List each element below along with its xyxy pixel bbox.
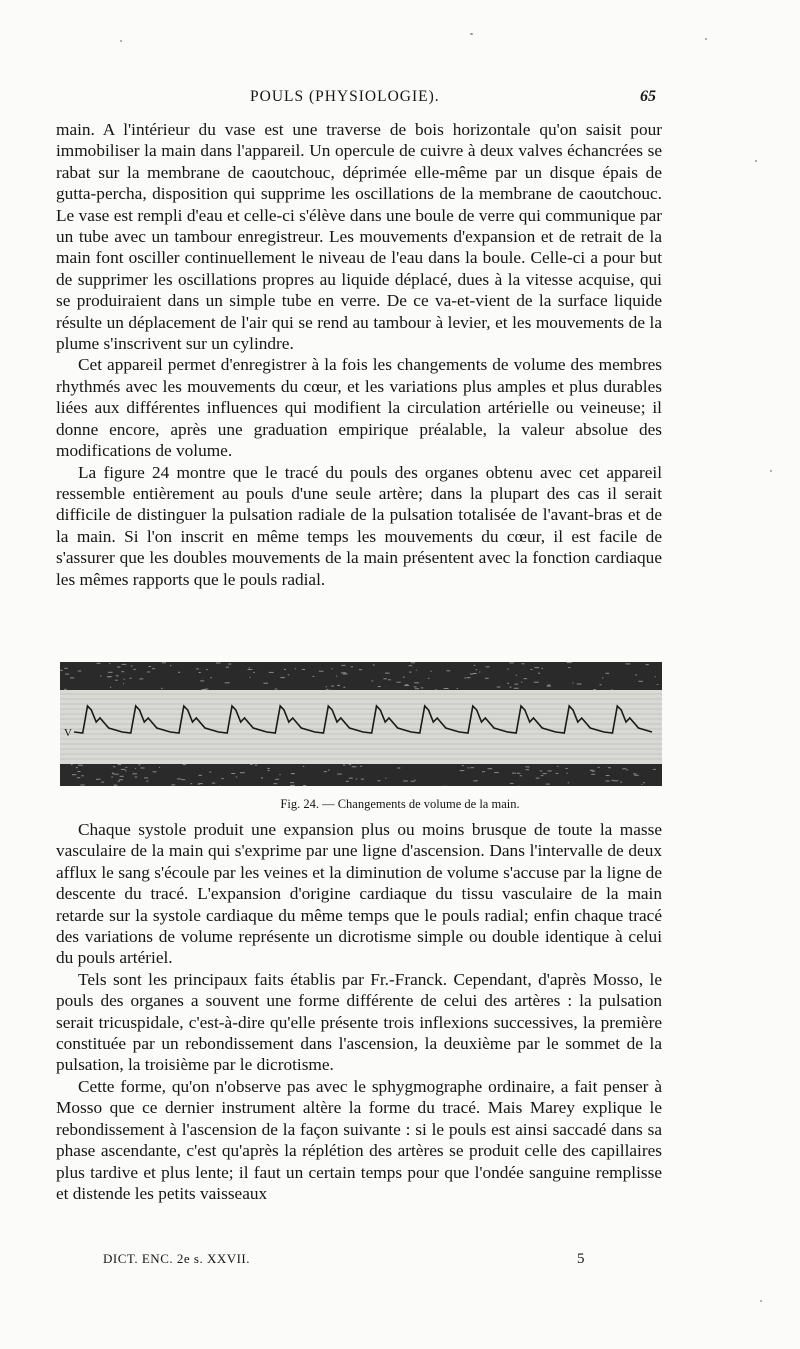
texture-dot xyxy=(521,682,522,683)
texture-dot xyxy=(415,688,419,689)
texture-dot xyxy=(331,668,332,669)
texture-dot xyxy=(509,662,514,663)
texture-dot xyxy=(520,775,522,776)
texture-dot xyxy=(568,667,570,668)
texture-dot xyxy=(77,771,80,772)
texture-dot xyxy=(231,773,235,774)
texture-dot xyxy=(548,771,552,772)
texture-dot xyxy=(557,766,558,767)
texture-dot xyxy=(183,764,187,765)
texture-dot xyxy=(97,663,101,664)
texture-dot xyxy=(602,678,603,679)
texture-dot xyxy=(302,669,305,670)
texture-dot xyxy=(516,675,517,676)
texture-dot xyxy=(534,667,539,668)
paragraph: La figure 24 montre que le tracé du pouls des organes obtenu avec cet appareil ressemble entièrement au pouls d'une seule artère; dans la plupart des cas il serait difficile de distinguer la pulsation radiale de la pulsation totalisée de l'avant-bras et de la main. Si l'on inscrit en même temps les mouvements du cœur, il est facile de s'assurer que les doubles mouvements de la main présentent avec la fonction cardiaque les mêmes rapports que le pouls radial. xyxy=(56,462,662,589)
texture-dot xyxy=(614,780,619,781)
texture-dot xyxy=(328,770,330,771)
scan-speck xyxy=(770,470,772,472)
texture-dot xyxy=(153,771,157,772)
texture-dot xyxy=(598,767,600,768)
texture-dot xyxy=(267,768,270,769)
texture-dot xyxy=(482,771,485,772)
texture-dot xyxy=(606,781,610,782)
texture-dot xyxy=(147,672,150,673)
texture-dot xyxy=(421,687,424,688)
texture-dot xyxy=(216,663,221,664)
texture-dot xyxy=(113,766,115,767)
texture-dot xyxy=(415,780,416,781)
paragraph: Tels sont les principaux faits établis par Fr.-Franck. Cependant, d'après Mosso, le pouls des organes a souvent une forme différente de celui des artères : la pulsation serait tricuspidale, c'est-à-dire qu'elle présente trois inflexions successives, la première constituée par un rebondissement dans l'ascension, la deuxième par le sommet de la pulsation, la troisième par le dicrotisme. xyxy=(56,969,662,1075)
texture-dot xyxy=(110,687,111,688)
texture-dot xyxy=(514,688,519,689)
texture-dot xyxy=(290,785,295,786)
texture-dot xyxy=(593,689,596,690)
texture-dot xyxy=(510,783,514,784)
texture-dot xyxy=(556,773,559,774)
texture-dot xyxy=(268,770,270,771)
texture-dot xyxy=(71,764,73,765)
texture-dot xyxy=(372,680,374,681)
texture-dot xyxy=(476,669,478,670)
texture-dot xyxy=(159,767,160,768)
texture-dot xyxy=(633,773,636,774)
texture-dot xyxy=(467,677,470,678)
texture-dot xyxy=(109,663,110,664)
texture-dot xyxy=(620,782,622,783)
texture-dot xyxy=(541,775,544,776)
texture-dot xyxy=(116,675,119,676)
texture-dot xyxy=(646,664,649,665)
page-number: 65 xyxy=(640,88,656,105)
texture-dot xyxy=(507,669,509,670)
texture-dot xyxy=(191,783,193,784)
texture-dot xyxy=(326,689,328,690)
texture-dot xyxy=(473,673,477,674)
texture-dot xyxy=(361,779,364,780)
texture-dot xyxy=(522,663,525,664)
texture-dot xyxy=(326,686,327,687)
texture-dot xyxy=(625,663,630,664)
texture-dot xyxy=(474,665,476,666)
texture-dot xyxy=(118,764,122,765)
texture-dot xyxy=(416,670,417,671)
texture-dot xyxy=(538,673,540,674)
texture-dot xyxy=(486,666,490,667)
texture-dot xyxy=(269,672,274,673)
running-title: POULS (PHYSIOLOGIE). xyxy=(250,88,440,105)
texture-dot xyxy=(396,682,400,683)
texture-dot xyxy=(566,768,568,769)
texture-dot xyxy=(117,667,120,668)
texture-dot xyxy=(236,777,238,778)
texture-dot xyxy=(403,677,405,678)
texture-dot xyxy=(111,777,113,778)
texture-dot xyxy=(107,676,110,677)
texture-dot xyxy=(622,768,626,769)
texture-dot xyxy=(590,770,594,771)
texture-dot xyxy=(341,665,345,666)
texture-dot xyxy=(210,677,212,678)
texture-dot xyxy=(592,771,596,772)
texture-dot xyxy=(411,662,415,663)
texture-dot xyxy=(641,784,642,785)
texture-dot xyxy=(76,767,78,768)
texture-dot xyxy=(221,778,223,779)
texture-dot xyxy=(126,767,128,768)
running-head xyxy=(0,88,800,114)
texture-dot xyxy=(465,677,467,678)
texture-dot xyxy=(460,770,465,771)
scan-speck xyxy=(120,40,122,42)
signature-mark: 5 xyxy=(577,1251,585,1267)
texture-dot xyxy=(510,687,512,688)
texture-dot xyxy=(118,781,120,782)
texture-dot xyxy=(121,671,124,672)
texture-dot xyxy=(200,680,204,681)
texture-dot xyxy=(524,678,528,679)
texture-dot xyxy=(468,767,470,768)
texture-dot xyxy=(162,662,166,663)
texture-dot xyxy=(526,766,530,767)
texture-dot xyxy=(446,670,450,671)
figure-caption: Fig. 24. — Changements de volume de la main. xyxy=(280,797,520,811)
texture-dot xyxy=(122,664,127,665)
texture-dot xyxy=(577,684,582,685)
texture-dot xyxy=(653,769,656,770)
texture-dot xyxy=(140,768,144,769)
texture-dot xyxy=(290,782,294,783)
pulse-trace-figure xyxy=(60,662,662,786)
texture-dot xyxy=(388,679,391,680)
texture-dot xyxy=(196,668,199,669)
trace-label: V xyxy=(64,727,72,739)
texture-dot xyxy=(479,672,480,673)
texture-dot xyxy=(135,777,138,778)
texture-dot xyxy=(462,765,464,766)
texture-dot xyxy=(130,678,132,679)
texture-dot xyxy=(470,767,474,768)
text-block-bottom xyxy=(56,819,662,1204)
texture-dot xyxy=(319,671,324,672)
texture-dot xyxy=(212,783,215,784)
texture-dot xyxy=(120,776,124,777)
texture-dot xyxy=(170,665,171,666)
texture-dot xyxy=(108,672,113,673)
texture-dot xyxy=(534,682,539,683)
texture-dot xyxy=(343,674,348,675)
texture-dot xyxy=(540,771,542,772)
texture-dot xyxy=(279,774,280,775)
texture-dot xyxy=(240,772,245,773)
texture-dot xyxy=(284,669,286,670)
texture-dot xyxy=(295,668,296,669)
texture-dot xyxy=(114,774,119,775)
texture-dot xyxy=(100,676,102,677)
texture-dot xyxy=(134,669,136,670)
texture-dot xyxy=(288,674,290,675)
texture-dot xyxy=(546,784,550,785)
texture-dot xyxy=(202,689,207,690)
texture-dot xyxy=(567,662,572,663)
texture-dot xyxy=(60,670,63,671)
texture-dot xyxy=(373,665,375,666)
texture-dot xyxy=(324,771,327,772)
texture-dot xyxy=(291,773,295,774)
texture-dot xyxy=(171,784,175,785)
texture-dot xyxy=(132,773,137,774)
texture-dot xyxy=(444,688,449,689)
texture-dot xyxy=(81,775,84,776)
texture-dot xyxy=(114,785,118,786)
scan-speck xyxy=(470,33,473,35)
texture-dot xyxy=(606,775,610,776)
texture-dot xyxy=(514,684,518,685)
texture-dot xyxy=(343,765,345,766)
texture-dot xyxy=(281,677,285,678)
figure-24 xyxy=(60,662,662,786)
texture-dot xyxy=(591,774,595,775)
texture-dot xyxy=(428,678,430,679)
texture-dot xyxy=(275,779,279,780)
texture-dot xyxy=(566,773,567,774)
texture-dot xyxy=(149,666,151,667)
texture-dot xyxy=(139,678,143,679)
paragraph: main. A l'intérieur du vase est une traverse de bois horizontale qu'on saisit pour immobiliser la main dans l'appareil. Un opercule de cuivre à deux valves échancrées se rabat sur la membrane de caoutchouc, déprimée elle-même par un disque épais de gutta-percha, disposition qui supprime les oscillations de la membrane de caoutchouc. Le vase est rempli d'eau et celle-ci s'élève dans une boule de verre qui communique par un tube avec un tambour enregistreur. Les mouvements d'expansion et de retrait de la main font osciller continuellement le niveau de l'eau dans la boule. Celle-ci a pour but de supprimer les oscillations propres au liquide déplacé, dues à la vitesse acquise, qui se produiraient dans un simple tube en verre. De ce va-et-vient de la surface liquide résulte un déplacement de l'air qui se rend au tambour à levier, et les mouvements de la plume s'inscrivent sur un cylindre. xyxy=(56,120,662,354)
texture-dot xyxy=(255,765,257,766)
texture-dot xyxy=(356,779,357,780)
scan-speck xyxy=(705,38,707,40)
texture-dot xyxy=(655,676,656,677)
texture-dot xyxy=(161,688,163,689)
texture-dot xyxy=(517,773,521,774)
texture-dot xyxy=(135,768,136,769)
texture-dot xyxy=(414,686,417,687)
texture-dot xyxy=(634,775,639,776)
texture-dot xyxy=(101,782,104,783)
texture-dot xyxy=(78,671,81,672)
texture-dot xyxy=(542,668,544,669)
texture-dot xyxy=(543,773,547,774)
texture-dot xyxy=(96,779,101,780)
texture-dot xyxy=(152,668,155,669)
texture-dot xyxy=(349,764,352,765)
texture-dot xyxy=(121,769,126,770)
texture-dot xyxy=(377,780,380,781)
texture-dot xyxy=(404,685,409,686)
texture-dot xyxy=(411,781,415,782)
texture-dot xyxy=(497,687,501,688)
texture-dot xyxy=(485,678,489,679)
texture-dot xyxy=(77,777,80,778)
page-footer xyxy=(0,1251,800,1275)
texture-dot xyxy=(605,673,609,674)
texture-dot xyxy=(199,672,201,673)
texture-dot xyxy=(643,782,645,783)
texture-dot xyxy=(383,678,386,679)
texture-dot xyxy=(403,781,408,782)
texture-dot xyxy=(343,687,345,688)
texture-dot xyxy=(547,686,551,687)
texture-dot xyxy=(112,773,114,774)
texture-dot xyxy=(337,685,340,686)
texture-dot xyxy=(65,674,69,675)
texture-dot xyxy=(119,779,123,780)
texture-dot xyxy=(64,668,68,669)
texture-dot xyxy=(385,778,386,779)
scan-speck xyxy=(755,160,757,162)
texture-dot xyxy=(351,666,353,667)
texture-dot xyxy=(431,671,432,672)
paragraph: Cet appareil permet d'enregistrer à la fois les changements de volume des membres rhythmés avec les mouvements du cœur, et les variations plus amples et plus durables liées aux différentes influences qui modifient la circulation artérielle ou veineuse; il donne encore, après une graduation empirique préalable, la valeur absolue des modifications de volume. xyxy=(56,355,662,461)
texture-dot xyxy=(177,778,181,779)
texture-dot xyxy=(249,667,250,668)
texture-dot xyxy=(572,682,573,683)
texture-dot xyxy=(657,684,659,685)
texture-dot xyxy=(331,686,334,687)
texture-dot xyxy=(359,669,362,670)
texture-dot xyxy=(206,669,208,670)
texture-dot xyxy=(124,679,125,680)
texture-dot xyxy=(512,773,516,774)
texture-dot xyxy=(146,781,148,782)
texture-dot xyxy=(341,672,346,673)
texture-dot xyxy=(352,766,357,767)
texture-dot xyxy=(178,672,180,673)
texture-dot xyxy=(336,676,337,677)
texture-dot xyxy=(123,683,124,684)
texture-dot xyxy=(409,672,411,673)
texture-dot xyxy=(547,685,550,686)
scan-speck xyxy=(760,1300,762,1302)
texture-dot xyxy=(600,684,602,685)
texture-dot xyxy=(181,779,185,780)
texture-dot xyxy=(409,665,413,666)
texture-dot xyxy=(457,688,458,689)
texture-dot xyxy=(349,778,353,779)
texture-dot xyxy=(78,765,83,766)
texture-dot xyxy=(131,666,133,667)
texture-dot xyxy=(530,669,532,670)
texture-dot xyxy=(385,673,390,674)
texture-dot xyxy=(303,785,306,786)
texture-dot xyxy=(64,689,66,690)
texture-dot xyxy=(526,769,530,770)
texture-dot xyxy=(568,782,570,783)
paragraph: Chaque systole produit une expansion plus ou moins brusque de toute la masse vasculaire de la main qui s'exprime par une ligne d'ascension. Dans l'intervalle de deux afflux le sang s'écoule par les veines et la diminution de volume s'accuse par la ligne de descente du tracé. L'expansion d'origine cardiaque du tissu vasculaire de la main retarde sur la systole cardiaque du même temps que le pouls radial; enfin chaque tracé des variations de volume représente un dicrotisme simple ou double identique à celui du pouls artériel. xyxy=(56,820,662,968)
texture-dot xyxy=(275,689,278,690)
texture-dot xyxy=(476,780,478,781)
texture-dot xyxy=(263,683,268,684)
texture-dot xyxy=(138,764,140,765)
texture-dot xyxy=(414,682,419,683)
texture-dot xyxy=(494,772,499,773)
texture-dot xyxy=(611,780,613,781)
texture-dot xyxy=(253,672,255,673)
texture-dot xyxy=(507,683,509,684)
texture-dot xyxy=(144,777,148,778)
texture-dot xyxy=(209,772,211,773)
texture-dot xyxy=(80,785,84,786)
texture-dot xyxy=(72,774,76,775)
texture-dot xyxy=(608,767,611,768)
texture-dot xyxy=(125,770,127,771)
texture-dot xyxy=(248,669,253,670)
texture-dot xyxy=(226,667,229,668)
texture-dot xyxy=(250,677,251,678)
texture-dot xyxy=(536,778,540,779)
texture-dot xyxy=(635,674,637,675)
texture-dot xyxy=(115,680,118,681)
texture-dot xyxy=(346,781,349,782)
texture-dot xyxy=(274,783,278,784)
texture-dot xyxy=(198,784,200,785)
texture-dot xyxy=(70,677,74,678)
text-block-top xyxy=(56,119,662,590)
texture-dot xyxy=(378,686,381,687)
texture-dot xyxy=(337,774,342,775)
texture-dot xyxy=(313,676,315,677)
trace-band xyxy=(60,690,662,764)
texture-dot xyxy=(627,769,629,770)
paragraph: Cette forme, qu'on n'observe pas avec le sphygmographe ordinaire, a fait penser à Mosso que ce dernier instrument altère la forme du tracé. Mais Marey explique le rebondissement à l'ascension de la façon suivante : si le pouls est ainsi saccadé dans sa phase ascendante, c'est qu'après la réplétion des artères se produit celle des capillaires plus tardive et plus lente; il faut un certain temps pour que l'ondée sanguine remplisse et distende les petits vaisseaux xyxy=(56,1076,662,1203)
texture-dot xyxy=(261,777,263,778)
texture-dot xyxy=(360,766,362,767)
texture-dot xyxy=(228,664,231,665)
texture-dot xyxy=(225,682,230,683)
footer-reference: DICT. ENC. 2e s. XXVII. xyxy=(103,1251,251,1266)
texture-dot xyxy=(250,764,252,765)
texture-dot xyxy=(303,766,304,767)
texture-dot xyxy=(198,775,202,776)
texture-dot xyxy=(638,681,643,682)
texture-dot xyxy=(488,768,493,769)
texture-dot xyxy=(397,768,400,769)
